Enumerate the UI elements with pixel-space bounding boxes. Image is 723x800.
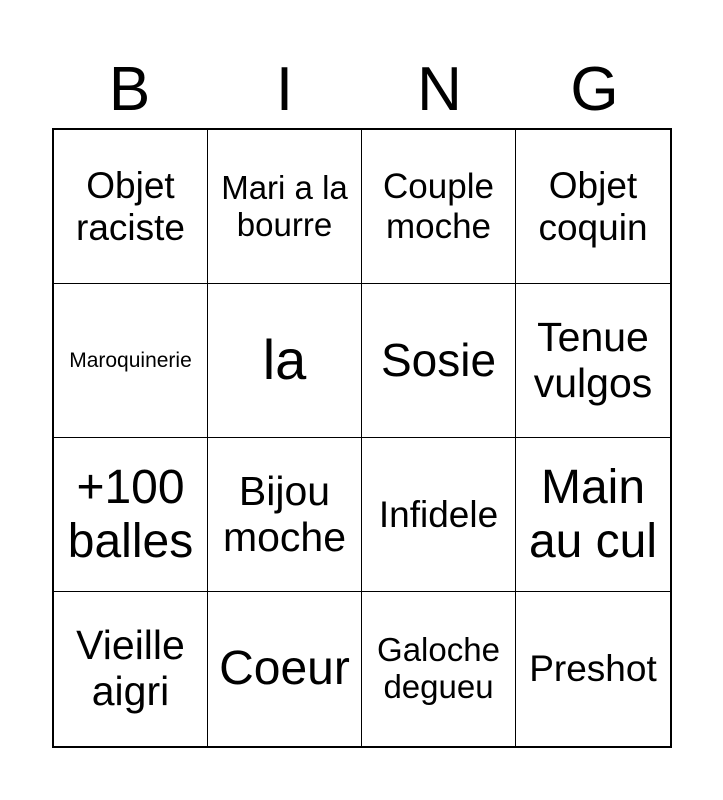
bingo-cell[interactable]: Infidele [362,438,516,592]
header-letter-g: G [570,55,619,124]
bingo-cell[interactable]: Vieille aigri [54,592,208,746]
header-letter-n: N [417,55,462,124]
bingo-cell[interactable]: Mari a la bourre [208,130,362,284]
bingo-cell[interactable]: Coeur [208,592,362,746]
bingo-cell[interactable]: +100 balles [54,438,208,592]
bingo-cell[interactable]: la [208,284,362,438]
bingo-cell[interactable]: Objet raciste [54,130,208,284]
header-letter-b: B [108,55,151,124]
bingo-cell[interactable]: Bijou moche [208,438,362,592]
bingo-cell[interactable]: Galoche degueu [362,592,516,746]
bingo-cell[interactable]: Maroquinerie [54,284,208,438]
header-letter-i: I [275,55,294,124]
bingo-cell[interactable]: Couple moche [362,130,516,284]
bingo-cell[interactable]: Tenue vulgos [516,284,670,438]
bingo-cell[interactable]: Preshot [529,648,657,690]
bingo-cell[interactable]: Objet coquin [516,130,670,284]
bingo-cell[interactable]: Sosie [362,284,516,438]
bingo-cell[interactable]: Main au cul [516,438,670,592]
bingo-board [52,128,672,748]
bingo-header [52,52,672,128]
